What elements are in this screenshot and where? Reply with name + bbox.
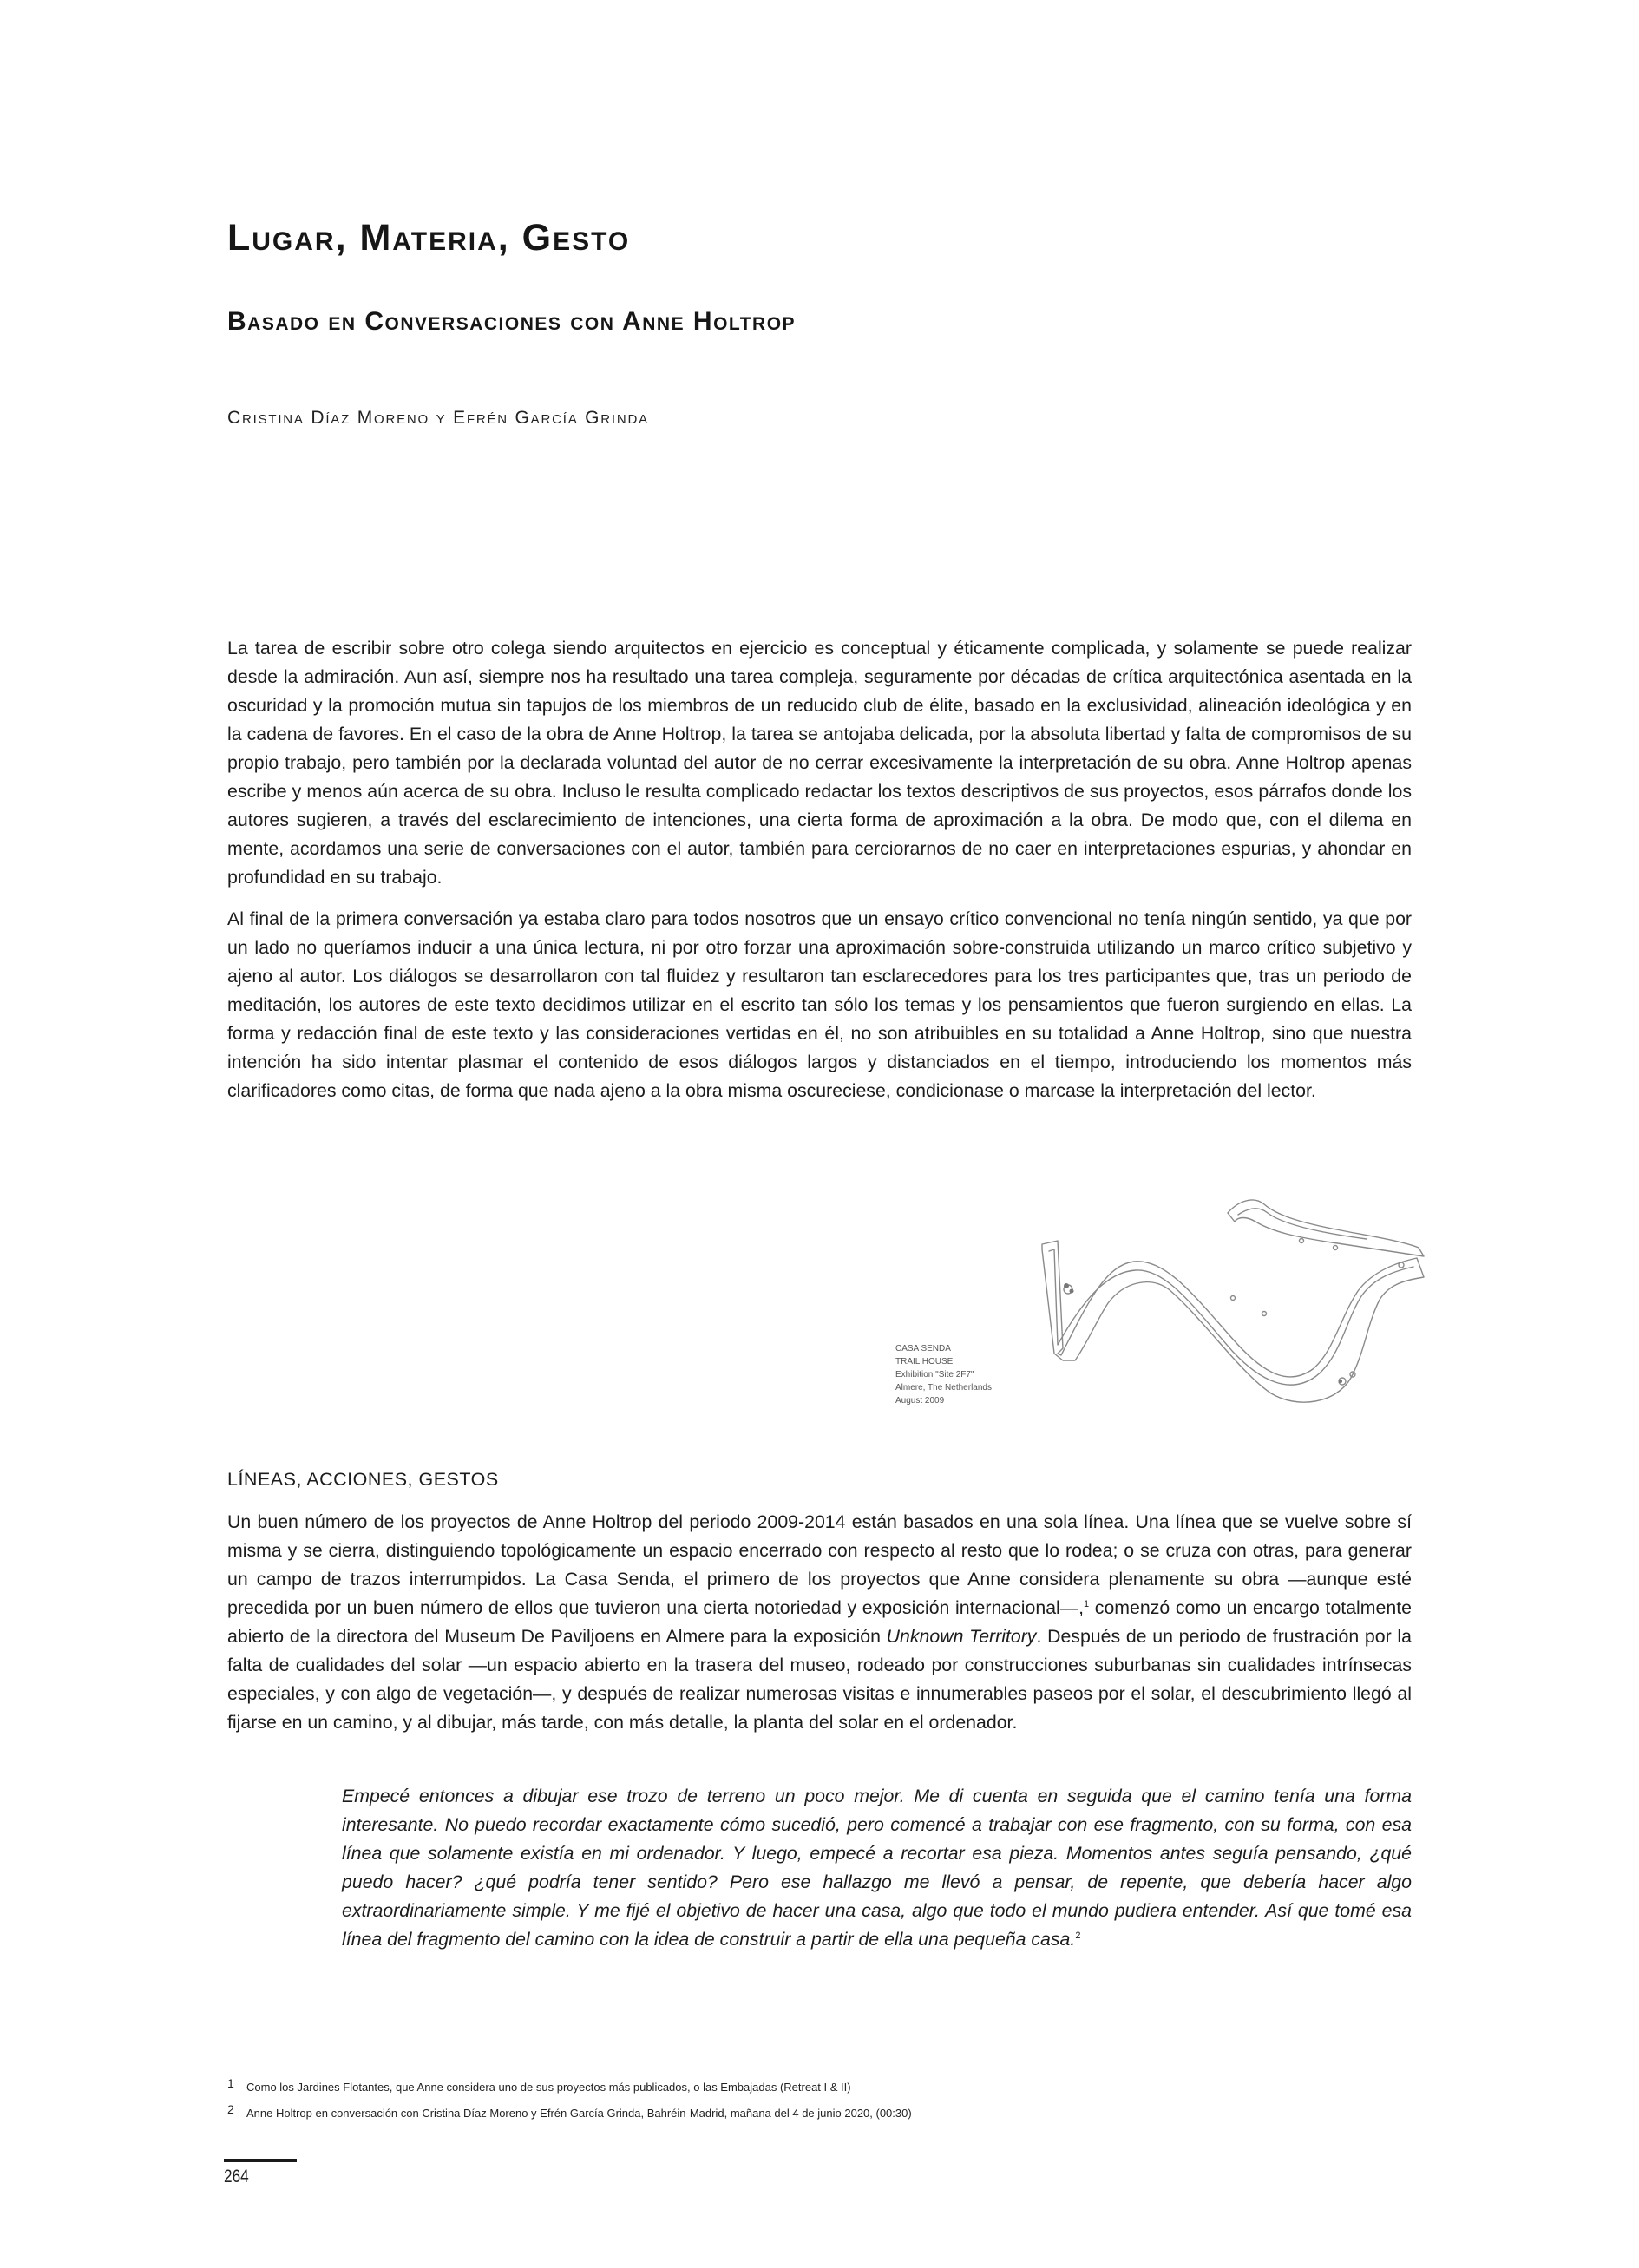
page-title: Lugar, Materia, Gesto: [227, 217, 631, 259]
intro-paragraph-2: Al final de la primera conversación ya estaba claro para todos nosotros que un ensayo crítico convencional no tenía ningún sentido, ya que por un lado no queríamos inducir a una única lectura, ni por otro forzar una aproximación sobre-construida utilizando un marco crítico subjetivo y ajeno al autor. Los diálogos se desarrollaron con tal fluidez y resultaron tan esclarecedores para los tres participantes que, tras un periodo de meditación, los autores de este texto decidimos utilizar en el escrito tan sólo los temas y los pensamientos que fueron surgiendo en ellas. La forma y redacción final de este texto y las consideraciones vertidas en él, no son atribuibles en su totalidad a Anne Holtrop, sino que nuestra intención ha sido intentar plasmar el contenido de esos diálogos largos y distanciados en el tiempo, introduciendo los momentos más clarificadores como citas, de forma que nada ajeno a la obra misma oscureciese, condicionase o marcase la interpretación del lector.: [227, 908, 1412, 1101]
page-number-rule: [224, 2159, 297, 2162]
section-text-part: . Después de un periodo de frustración por la falta de cualidades del solar —un espacio abierto en la trasera del museo, rodeado por construcciones suburbanas sin cualidades intrínsecas especiales, y con algo de vegetación—, y después de realizar numerosas visitas e innumerables paseos por el solar, el descubrimiento llegó al fijarse en un camino, y al dibujar, más tarde, con más detalle, la planta del solar en el ordenador.: [227, 1626, 1412, 1733]
footnote-text: Como los Jardines Flotantes, que Anne considera uno de sus proyectos más publicados, o las Embajadas (Retreat I & II): [246, 2081, 851, 2094]
caption-line: August 2009: [895, 1396, 945, 1406]
section-paragraph-1: [227, 1508, 1412, 1737]
section-text: [227, 1508, 1412, 1750]
footnotes: [227, 2076, 912, 2132]
quote-text: Empecé entonces a dibujar ese trozo de terreno un poco mejor. Me di cuenta en seguida que el camino tenía una forma interesante. No puedo recordar exactamente cómo sucedió, pero comencé a trabajar con ese fragmento, con su forma, con esa línea que solamente existía en mi ordenador. Y luego, empecé a recortar esa pieza. Momentos antes seguía pensando, ¿qué puedo hacer? ¿qué podría tener sentido? Pero ese hallazgo me llevó a pensar, de repente, que debería hacer algo extraordinariamente simple. Y me fijé el objetivo de hacer una casa, algo que todo el mundo pudiera entender. Así que tomé esa línea del fragmento del camino con la idea de construir a partir de ella una pequeña casa.: [342, 1786, 1412, 1950]
section-text-part: comenzó como un encargo totalmente abierto de la directora del Museum De Paviljoens en Almere para la exposición: [227, 1597, 1412, 1647]
section-heading: LÍNEAS, ACCIONES, GESTOS: [227, 1469, 499, 1490]
figure-caption: [895, 1342, 992, 1407]
footnote-reference[interactable]: 1: [1084, 1598, 1090, 1609]
caption-line: CASA SENDA: [895, 1344, 951, 1354]
authors: Cristina Díaz Moreno y Efrén García Grinda: [227, 408, 649, 428]
block-quote: [342, 1782, 1412, 1954]
footnote: [227, 2076, 912, 2094]
intro-text: [227, 634, 1412, 1118]
footnote-reference[interactable]: 2: [1075, 1930, 1081, 1941]
subtitle: Basado en Conversaciones con Anne Holtrop: [227, 307, 797, 336]
casa-senda-plan-drawing: [1037, 1196, 1436, 1421]
page-number: 264: [224, 2166, 249, 2186]
intro-paragraph-1: La tarea de escribir sobre otro colega siendo arquitectos en ejercicio es conceptual y éticamente complicada, y solamente se puede realizar desde la admiración. Aun así, siempre nos ha resultado una tarea compleja, seguramente por décadas de crítica arquitectónica asentada en la oscuridad y la promoción mutua sin tapujos de los miembros de un reducido club de élite, basado en la exclusividad, alineación ideológica y en la cadena de favores. En el caso de la obra de Anne Holtrop, la tarea se antojaba delicada, por la absoluta libertad y falta de compromisos de su propio trabajo, pero también por la declarada voluntad del autor de no cerrar excesivamente la interpretación de su obra. Anne Holtrop apenas escribe y menos aún acerca de su obra. Incluso le resulta complicado redactar los textos descriptivos de sus proyectos, esos párrafos donde los autores sugieren, a través del esclarecimiento de intenciones, una cierta forma de aproximación a la obra. De modo que, con el dilema en mente, acordamos una serie de conversaciones con el autor, también para cerciorarnos de no caer en interpretaciones espurias, y ahondar en profundidad en su trabajo.: [227, 638, 1412, 888]
footnote-text: Anne Holtrop en conversación con Cristina Díaz Moreno y Efrén García Grinda, Bahréin-Madrid, mañana del 4 de junio 2020, (00:30): [246, 2107, 912, 2120]
section-text-part: Un buen número de los proyectos de Anne Holtrop del periodo 2009-2014 están basados en una sola línea. Una línea que se vuelve sobre sí misma y se cierra, distinguiendo topológicamente un espacio encerrado con respecto al resto que lo rodea; o se cruza con otras, para generar un campo de trazos interrumpidos. La Casa Senda, el primero de los proyectos que Anne considera plenamente su obra —aunque esté precedida por un buen número de ellos que tuvieron una cierta notoriedad y exposición internacional—,: [227, 1511, 1412, 1618]
footnote-number: 1: [227, 2076, 234, 2090]
caption-line: Exhibition "Site 2F7": [895, 1370, 974, 1380]
caption-line: TRAIL HOUSE: [895, 1357, 954, 1367]
exhibition-title: Unknown Territory: [886, 1626, 1037, 1647]
footnote: [227, 2102, 912, 2120]
footnote-number: 2: [227, 2102, 234, 2116]
caption-line: Almere, The Netherlands: [895, 1383, 992, 1393]
